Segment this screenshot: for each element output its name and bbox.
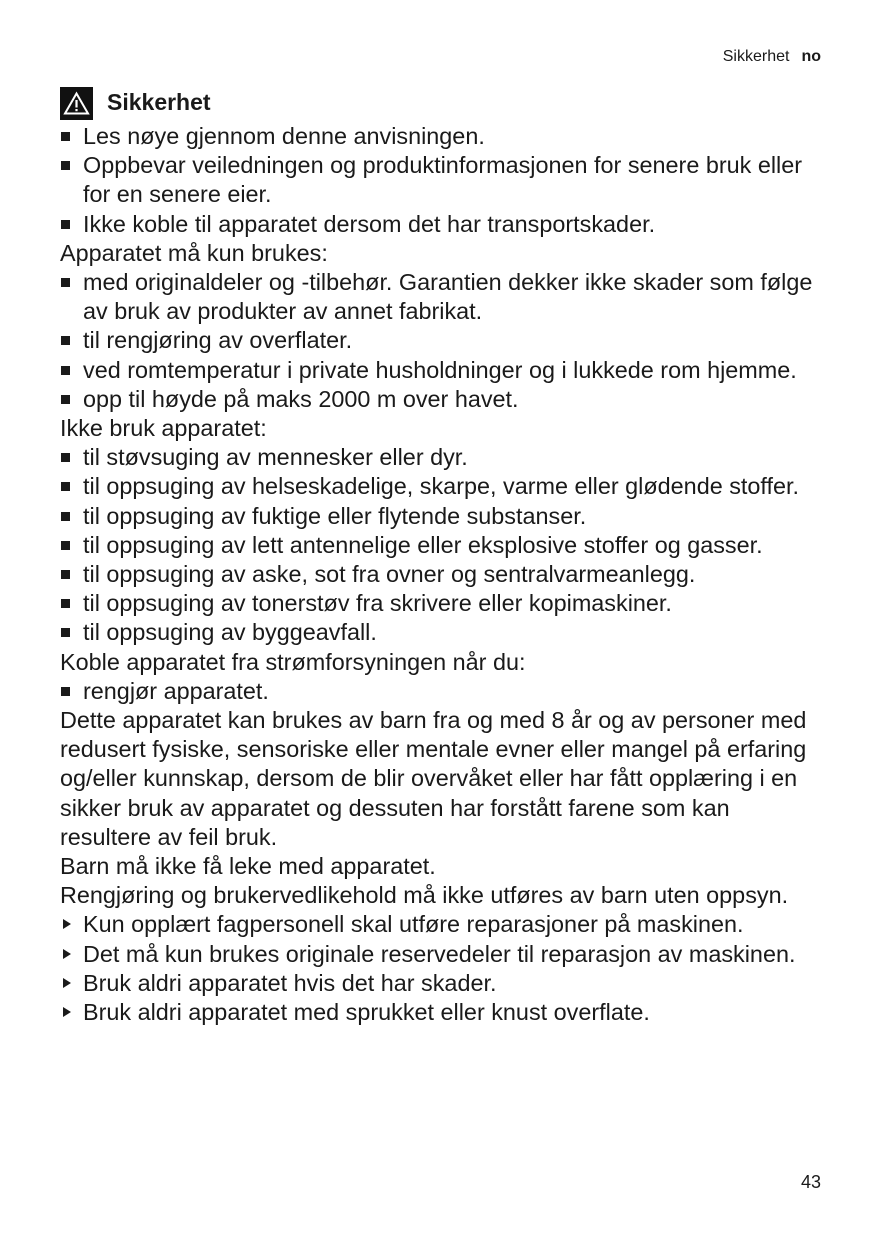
list-item: til oppsuging av aske, sot fra ovner og sentralvarmeanlegg. — [60, 560, 822, 589]
list-item: til støvsuging av mennesker eller dyr. — [60, 443, 822, 472]
square-bullet-icon — [61, 336, 70, 345]
square-bullet-icon — [61, 570, 70, 579]
list-item: Ikke koble til apparatet dersom det har transportskader. — [60, 210, 822, 239]
children-cleaning-note: Rengjøring og brukervedlikehold må ikke utføres av barn uten oppsyn. — [60, 882, 789, 909]
children-paragraph: Dette apparatet kan brukes av barn fra og med 8 år og av personer med redusert fysiske, sensoriske eller mentale evner eller mangel på erfaring og/eller kunnskap, dersom de blir overvåket eller har fått opplæring i en sikker bruk av apparatet og dessuten har forstått farene som kan resultere av feil bruk. — [60, 707, 807, 850]
list-item: rengjør apparatet. — [60, 677, 822, 706]
square-bullet-icon — [61, 395, 70, 404]
square-bullet-icon — [61, 541, 70, 550]
square-bullet-icon — [61, 599, 70, 608]
triangle-bullet-icon — [63, 919, 71, 929]
header-section-name: Sikkerhet — [722, 48, 790, 65]
square-bullet-icon — [61, 687, 70, 696]
children-play-note: Barn må ikke få leke med apparatet. — [60, 853, 436, 880]
prohibited-lead: Ikke bruk apparatet: — [60, 415, 267, 442]
usage-lead: Apparatet må kun brukes: — [60, 239, 328, 266]
square-bullet-icon — [61, 366, 70, 375]
warning-triangle-icon — [60, 87, 93, 120]
list-item: Oppbevar veiledningen og produktinformasjonen for senere bruk eller for en senere eier. — [60, 151, 822, 209]
square-bullet-icon — [61, 161, 70, 170]
triangle-bullet-icon — [63, 978, 71, 988]
running-header — [723, 47, 821, 67]
triangle-bullet-icon — [63, 1007, 71, 1017]
square-bullet-icon — [61, 132, 70, 141]
square-bullet-icon — [61, 278, 70, 287]
list-item: til oppsuging av helseskadelige, skarpe, varme eller glødende stoffer. — [60, 472, 822, 501]
list-item: med originaldeler og -tilbehør. Garantien dekker ikke skader som følge av bruk av produkter av annet fabrikat. — [60, 268, 822, 326]
triangle-bullet-icon — [63, 949, 71, 959]
disconnect-lead: Koble apparatet fra strømforsyningen når du: — [60, 648, 526, 675]
action-item: Kun opplært fagpersonell skal utføre reparasjoner på maskinen. — [60, 910, 822, 939]
header-language-code: no — [801, 48, 821, 65]
list-item: opp til høyde på maks 2000 m over havet. — [60, 385, 822, 414]
section-title: Sikkerhet — [107, 89, 211, 116]
square-bullet-icon — [61, 512, 70, 521]
action-item: Bruk aldri apparatet hvis det har skader. — [60, 969, 822, 998]
square-bullet-icon — [61, 482, 70, 491]
action-item: Det må kun brukes originale reservedeler til reparasjon av maskinen. — [60, 940, 822, 969]
square-bullet-icon — [61, 628, 70, 637]
list-item: Les nøye gjennom denne anvisningen. — [60, 122, 822, 151]
list-item: ved romtemperatur i private husholdninger og i lukkede rom hjemme. — [60, 356, 822, 385]
square-bullet-icon — [61, 453, 70, 462]
page-number: 43 — [800, 1172, 821, 1192]
safety-section — [60, 86, 822, 1027]
list-item: til oppsuging av fuktige eller flytende substanser. — [60, 502, 822, 531]
list-item: til oppsuging av byggeavfall. — [60, 618, 822, 647]
square-bullet-icon — [61, 220, 70, 229]
list-item: til oppsuging av tonerstøv fra skrivere eller kopimaskiner. — [60, 589, 822, 618]
list-item: til rengjøring av overflater. — [60, 326, 822, 355]
section-heading — [60, 86, 822, 120]
action-item: Bruk aldri apparatet med sprukket eller knust overflate. — [60, 998, 822, 1027]
list-item: til oppsuging av lett antennelige eller eksplosive stoffer og gasser. — [60, 531, 822, 560]
